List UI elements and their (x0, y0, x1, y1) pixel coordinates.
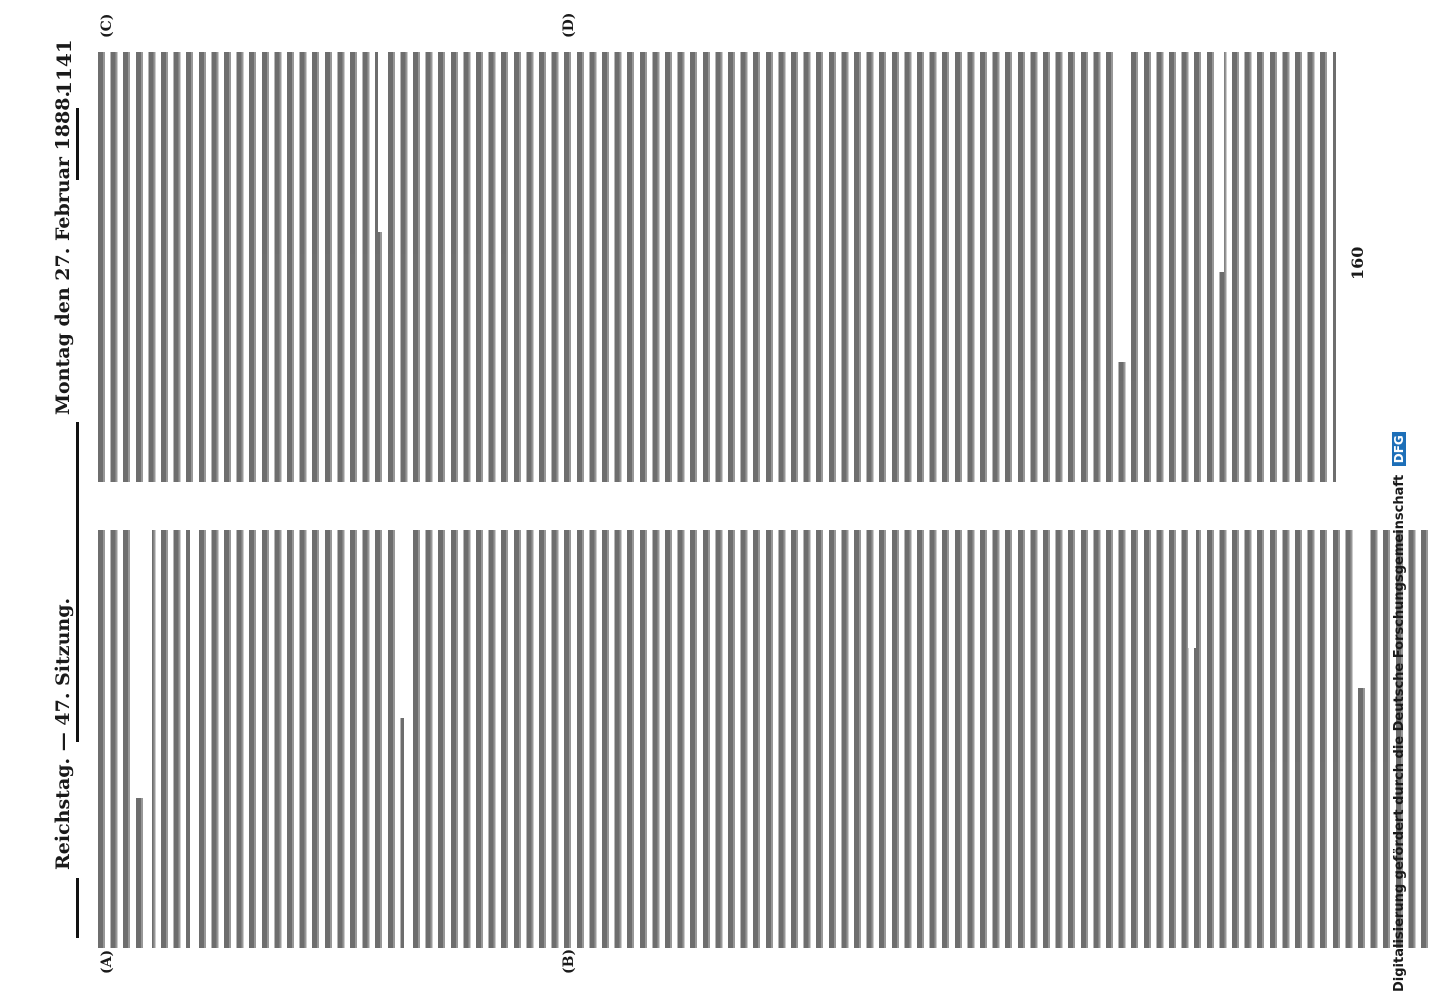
column-marker-c: (C) (99, 13, 115, 38)
header-rule (76, 108, 79, 180)
digitization-notice-text: Digitalisierung gefördert durch die Deutsche Forschungsgemeinschaft (1392, 474, 1407, 992)
running-header-left: Reichstag. — 47. Sitzung. (52, 597, 74, 870)
header-rule (76, 878, 79, 938)
dfg-logo-icon: DFG (1392, 432, 1406, 466)
running-header-date: Montag den 27. Februar 1888. (52, 90, 74, 415)
page-number: 1141 (52, 39, 76, 95)
column-marker-d: (D) (561, 12, 577, 38)
header-rule (76, 422, 79, 742)
column-marker-b: (B) (561, 948, 577, 974)
page-folio: 160 (1348, 246, 1367, 280)
text-column-right (98, 52, 1336, 482)
digitization-notice (1392, 432, 1407, 992)
column-marker-a: (A) (99, 949, 115, 974)
text-column-left (98, 530, 1432, 948)
